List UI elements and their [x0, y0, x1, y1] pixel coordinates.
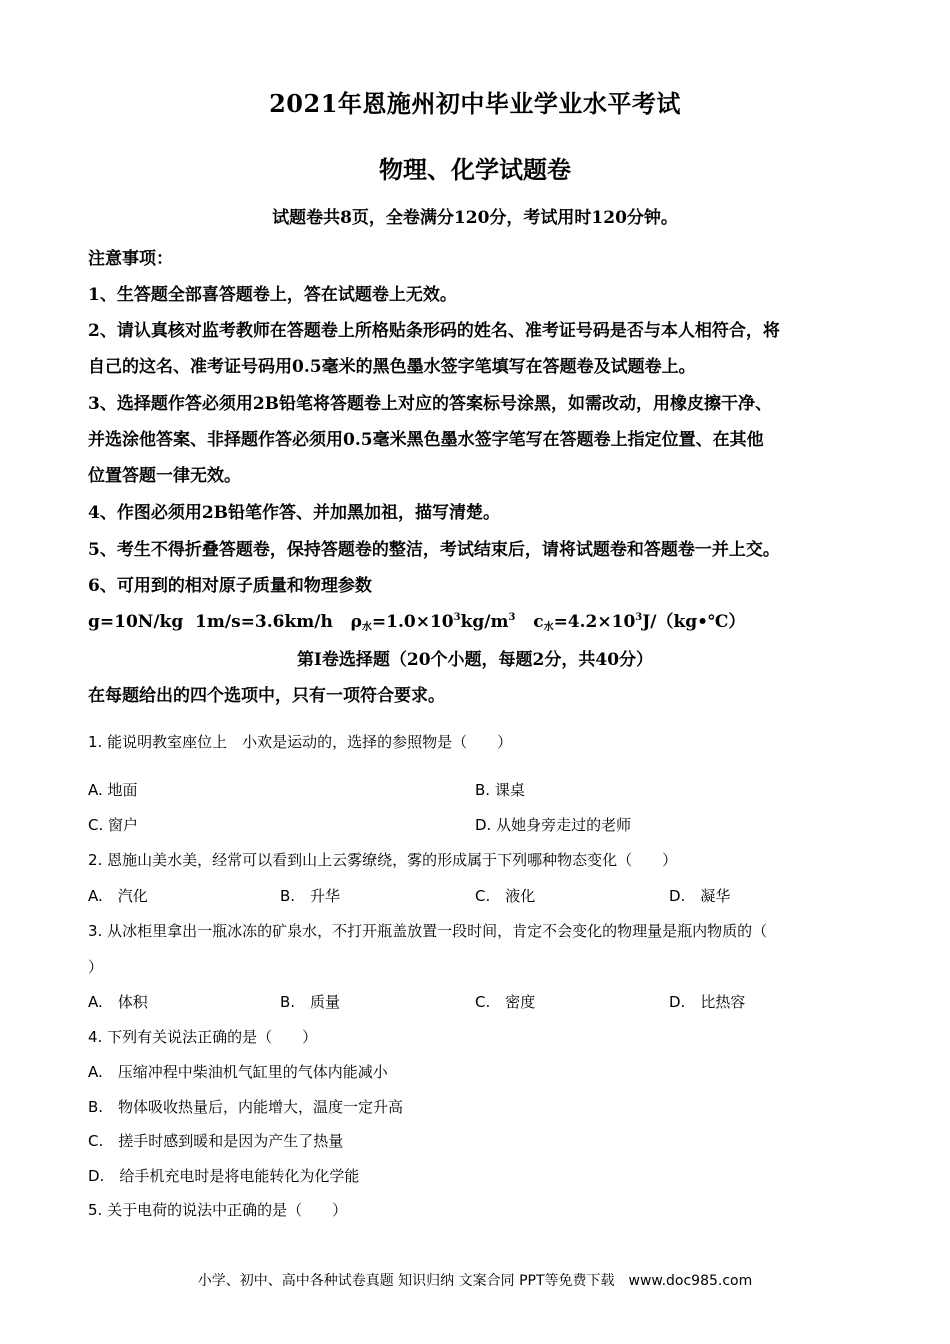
section-instruction: 在每题给出的四个选项中，只有一项符合要求。	[88, 686, 445, 706]
section-title: 第I卷选择题（20个小题，每题2分，共40分）	[296, 650, 654, 670]
question-2-option-a[interactable]: A. 汽化	[88, 887, 148, 905]
question-3-stem-continued: ）	[88, 958, 104, 976]
note-item: 自己的这名、准考证号码用0.5毫米的黑色墨水签字笔填写在答题卷及试题卷上。	[88, 357, 696, 377]
question-2-option-d[interactable]: D. 凝华	[669, 887, 731, 905]
question-3-stem: 3. 从冰柜里拿出一瓶冰冻的矿泉水，不打开瓶盖放置一段时间，肯定不会变化的物理量是瓶内物质的（	[88, 922, 768, 940]
notes-heading: 注意事项：	[88, 249, 173, 269]
question-3-option-a[interactable]: A. 体积	[88, 993, 148, 1011]
note-item: 4、作图必须用2B铅笔作答、并加黑加祖，描写清楚。	[88, 503, 501, 523]
param-c: $c_水=4.2\times 10^3J/(kg•℃)$	[533, 612, 746, 633]
question-3-option-d[interactable]: D. 比热容	[669, 993, 746, 1011]
note-item: 6、可用到的相对原子质量和物理参数	[88, 576, 372, 596]
question-1-option-a[interactable]: A. 地面	[88, 781, 138, 799]
question-1-option-d[interactable]: D. 从她身旁走过的老师	[475, 816, 632, 834]
question-3-option-c[interactable]: C. 密度	[475, 993, 536, 1011]
question-2-option-c[interactable]: C. 液化	[475, 887, 536, 905]
exam-info: 试题卷共8页，全卷满分120分，考试用时120分钟。	[272, 208, 678, 228]
question-4-option-a[interactable]: A. 压缩冲程中柴油机气缸里的气体内能减小	[88, 1063, 388, 1081]
question-1-stem: 1. 能说明教室座位上 小欢是运动的，选择的参照物是（ ）	[88, 733, 513, 751]
question-2-option-b[interactable]: B. 升华	[280, 887, 341, 905]
exam-title: 2021年恩施州初中毕业学业水平考试	[269, 89, 681, 118]
question-4-option-b[interactable]: B. 物体吸收热量后，内能增大，温度一定升高	[88, 1098, 404, 1116]
note-item: 位置答题一律无效。	[88, 466, 241, 486]
page-footer: 小学、初中、高中各种试卷真题 知识归纳 文案合同 PPT等免费下载 www.doc985.com	[197, 1273, 753, 1289]
note-item: 2、请认真核对监考教师在答题卷上所格贴条形码的姓名、准考证号码是否与本人相符合，将	[88, 321, 780, 341]
question-2-stem: 2. 恩施山美水美，经常可以看到山上云雾缭绕，雾的形成属于下列哪种物态变化（ ）	[88, 851, 678, 869]
question-4-option-c[interactable]: C. 搓手时感到暖和是因为产生了热量	[88, 1132, 344, 1150]
note-item: 3、选择题作答必须用2B铅笔将答题卷上对应的答案标号涂黑，如需改动，用橡皮擦干净、	[88, 394, 773, 414]
question-4-stem: 4. 下列有关说法正确的是（ ）	[88, 1028, 318, 1046]
note-item: 5、考生不得折叠答题卷，保持答题卷的整洁，考试结束后，请将试题卷和答题卷一并上交。	[88, 540, 780, 560]
question-4-option-d[interactable]: D. 给手机充电时是将电能转化为化学能	[88, 1167, 360, 1185]
note-item: 1、生答题全部喜答题卷上，答在试题卷上无效。	[88, 285, 457, 305]
question-3-option-b[interactable]: B. 质量	[280, 993, 341, 1011]
question-5-stem: 5. 关于电荷的说法中正确的是（ ）	[88, 1201, 348, 1219]
param-rho: $\rho_水=1.0\times 10^3kg/m^3$	[350, 612, 516, 633]
param-g: g=10N/kg	[88, 612, 184, 632]
note-item: 并选涂他答案、非择题作答必须用0.5毫米黑色墨水签字笔写在答题卷上指定位置、在其他	[88, 430, 764, 450]
param-speed: 1m/s=3.6km/h	[195, 612, 333, 632]
question-1-option-b[interactable]: B. 课桌	[475, 781, 525, 799]
physics-params	[88, 607, 745, 633]
question-1-option-c[interactable]: C. 窗户	[88, 816, 139, 834]
exam-subject: 物理、化学试题卷	[379, 155, 571, 184]
